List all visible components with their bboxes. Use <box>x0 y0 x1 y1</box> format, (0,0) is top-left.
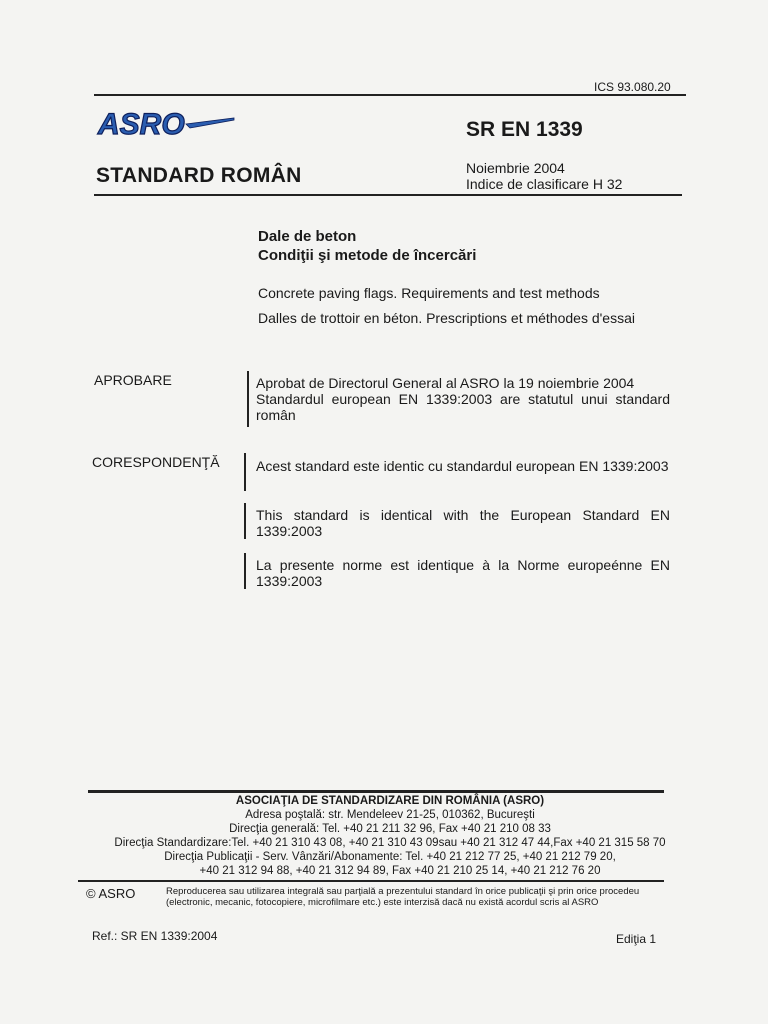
footer-general: Direcţia generală: Tel. +40 21 211 32 96, Fax +40 21 210 08 33 <box>229 823 551 835</box>
correspondence-bar-2 <box>244 503 246 539</box>
title-fr: Dalles de trottoir en béton. Prescriptions et méthodes d'essai <box>258 310 635 326</box>
standard-date: Noiembrie 2004 <box>466 160 565 176</box>
copyright: © ASRO <box>86 886 136 901</box>
approval-line1: Aprobat de Directorul General al ASRO la 19 noiembrie 2004 <box>256 375 635 391</box>
correspondence-en: This standard is identical with the European Standard EN 1339:2003 <box>256 507 670 539</box>
footer-org: ASOCIAŢIA DE STANDARDIZARE DIN ROMÂNIA (ASRO) <box>235 795 545 807</box>
reproduction-notice: Reproducerea sau utilizarea integrală sau parţială a prezentului standard în orice publicaţii şi prin orice procedeu (electronic, mecanic, fotocopiere, microfilmare etc.) este interzisă dacă nu există acordul scris al ASRO <box>166 886 640 908</box>
correspondence-ro: Acest standard este identic cu standardul european EN 1339:2003 <box>256 458 669 474</box>
title-ro-line2: Condiţii şi metode de încercări <box>258 247 477 264</box>
reference: Ref.: SR EN 1339:2004 <box>92 929 218 943</box>
title-ro-line1: Dale de beton <box>258 228 357 245</box>
classification-index: Indice de clasificare H 32 <box>466 176 623 192</box>
footer-rule <box>88 790 664 793</box>
footer-rule-2 <box>78 880 664 882</box>
footer-publicatii-1: Direcţia Publicaţii - Serv. Vânzări/Abonamente: Tel. +40 21 212 77 25, +40 21 212 79 20, <box>164 851 616 863</box>
approval-bar <box>247 371 249 427</box>
standard-date-block <box>466 160 622 192</box>
correspondence-label: CORESPONDENŢĂ <box>92 454 220 470</box>
footer-address: Adresa poştală: str. Mendeleev 21-25, 010362, Bucureşti <box>245 809 535 821</box>
standard-label: STANDARD ROMÂN <box>96 164 302 187</box>
top-rule <box>94 94 686 96</box>
footer-standardizare: Direcţia Standardizare:Tel. +40 21 310 43 08, +40 21 310 43 09sau +40 21 312 47 44,Fax +40 21 315 58 70 <box>114 837 666 849</box>
correspondence-bar-1 <box>244 453 246 491</box>
edition: Ediţia 1 <box>616 932 657 946</box>
correspondence-fr: La presente norme est identique à la Norme europeénne EN 1339:2003 <box>256 557 670 589</box>
correspondence-bar-3 <box>244 553 246 589</box>
asro-logo <box>96 106 236 144</box>
logo-text: ASRO <box>98 108 185 141</box>
standard-number: SR EN 1339 <box>466 118 583 141</box>
header-rule <box>94 194 682 196</box>
logo-swoosh <box>186 118 234 128</box>
approval-text <box>256 375 670 423</box>
approval-line2: Standardul european EN 1339:2003 are statutul unui standard român <box>256 391 670 423</box>
title-en: Concrete paving flags. Requirements and test methods <box>258 285 600 301</box>
approval-label: APROBARE <box>94 372 172 388</box>
footer-publicatii-2: +40 21 312 94 88, +40 21 312 94 89, Fax +40 21 210 25 14, +40 21 212 76 20 <box>199 865 601 877</box>
ics-code: ICS 93.080.20 <box>594 80 671 94</box>
